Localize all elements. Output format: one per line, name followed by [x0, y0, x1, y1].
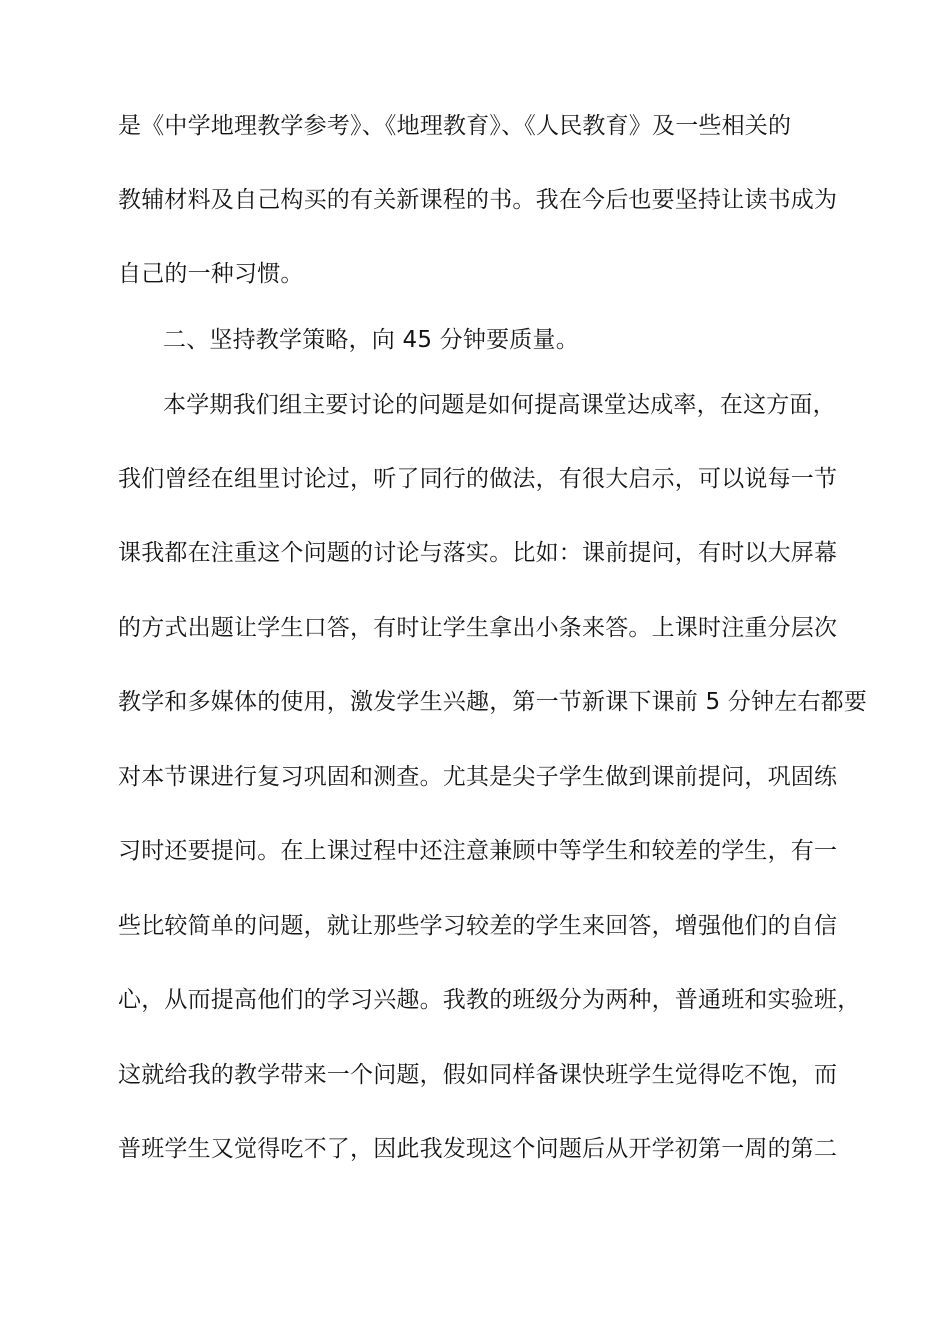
text-line-15: 普班学生又觉得吃不了，因此我发现这个问题后从开学初第一周的第二 — [118, 1136, 838, 1162]
text-line-10: 对本节课进行复习巩固和测查。尤其是尖子学生做到课前提问，巩固练 — [118, 764, 838, 790]
text-line-7: 课我都在注重这个问题的讨论与落实。比如：课前提问，有时以大屏幕 — [118, 540, 838, 566]
text-line-6: 我们曾经在组里讨论过，听了同行的做法，有很大启示，可以说每一节 — [118, 466, 838, 492]
text-line-3: 自己的一种习惯。 — [118, 261, 304, 287]
text-line-12: 些比较简单的问题，就让那些学习较差的学生来回答，增强他们的自信 — [118, 913, 838, 939]
text-line-5: 本学期我们组主要讨论的问题是如何提高课堂达成率，在这方面， — [163, 392, 836, 418]
text-line-8: 的方式出题让学生口答，有时让学生拿出小条来答。上课时注重分层次 — [118, 615, 838, 641]
text-line-11: 习时还要提问。在上课过程中还注意兼顾中等学生和较差的学生，有一 — [118, 838, 838, 864]
text-line-1: 是《中学地理教学参考》、《地理教育》、《人民教育》及一些相关的 — [118, 113, 792, 139]
text-line-14: 这就给我的教学带来一个问题，假如同样备课快班学生觉得吃不饱，而 — [118, 1062, 838, 1088]
section-heading: 二、坚持教学策略，向 45 分钟要质量。 — [163, 327, 579, 353]
text-line-9: 教学和多媒体的使用，激发学生兴趣，第一节新课下课前 5 分钟左右都要 — [118, 689, 868, 715]
text-line-2: 教辅材料及自己构买的有关新课程的书。我在今后也要坚持让读书成为 — [118, 187, 838, 213]
text-line-13: 心，从而提高他们的学习兴趣。我教的班级分为两种，普通班和实验班， — [118, 987, 861, 1013]
